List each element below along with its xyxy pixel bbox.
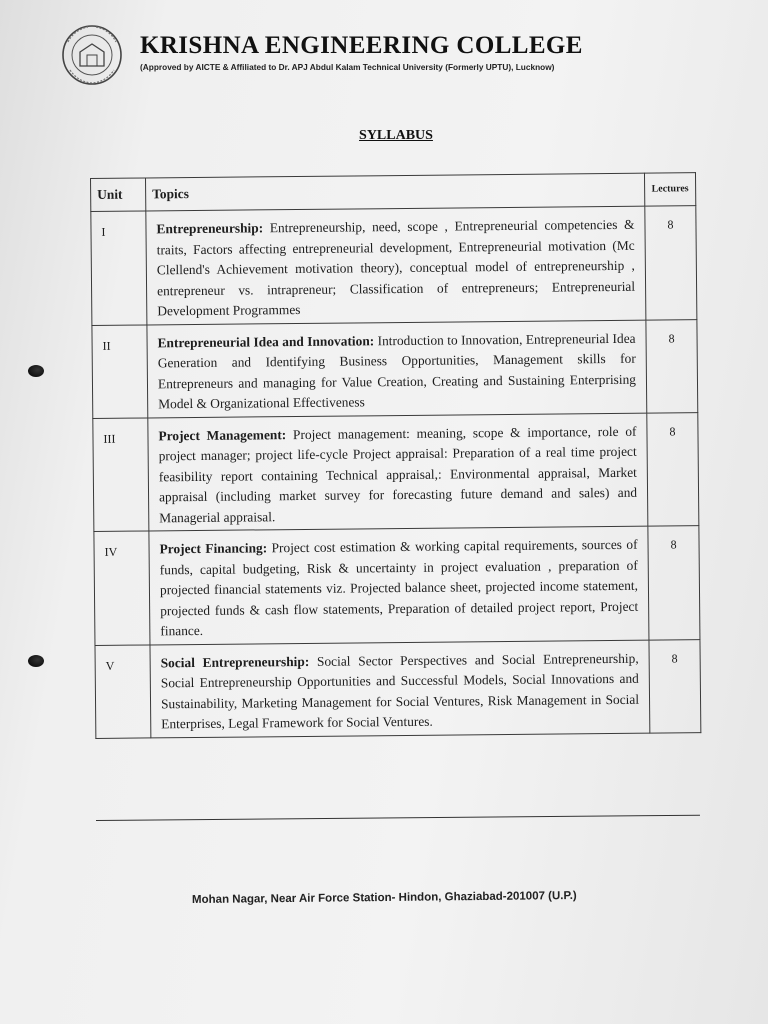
topic-text: Project cost estimation & working capital requirements, sources of funds, capital budgeting, Risk & uncertainty in project evaluation , preparation of projected financial statements viz. Projected balance sheet, projected income statement, projected funds & cash flow statements, Preparation of detailed project report, Project finance. bbox=[159, 536, 639, 639]
topic-cell bbox=[150, 640, 650, 738]
unit-number: I bbox=[91, 211, 147, 325]
lecture-count: 8 bbox=[649, 639, 701, 732]
topic-cell bbox=[148, 413, 648, 531]
topic-heading: Social Entrepreneurship: bbox=[160, 653, 318, 670]
table-row bbox=[93, 412, 699, 531]
topic-text: Entrepreneurship, need, scope , Entrepreneurial competencies & traits, Factors affecting entrepreneurial development, Entrepreneurial motivation (Mc Clellend's Achievement motivation theory), conceptual model of entrepreneurship , entrepreneur vs. intrapreneur; Classification of entrepreneurs; Entrepreneurial Development Programmes bbox=[156, 216, 636, 319]
lecture-count: 8 bbox=[648, 526, 700, 640]
topic-heading: Project Financing: bbox=[159, 540, 272, 557]
topic-text: Introduction to Innovation, Entrepreneurial Idea Generation and Identifying Business Opportunities, Management skills for Entrepreneurs and managing for Value Creation, Creating and Sustaining Enterprising Model & Organizational Effectiveness bbox=[157, 330, 637, 412]
header-lectures: Lectures bbox=[644, 173, 695, 206]
page-title: SYLLABUS bbox=[359, 128, 433, 143]
table-row bbox=[94, 526, 700, 645]
college-logo-seal bbox=[60, 22, 124, 88]
college-name: KRISHNA ENGINEERING COLLEGE bbox=[140, 32, 583, 59]
topic-cell bbox=[146, 206, 646, 324]
bottom-divider bbox=[96, 815, 700, 821]
unit-number: V bbox=[95, 644, 151, 738]
topic-text: Project management: meaning, scope & importance, role of project manager; project life-cycle Project appraisal: Preparation of a real time project feasibility report containing Technical appraisal,: Environmental appraisal, Market appraisal (including market survey for forecasting future demand and sales) and Managerial appraisal. bbox=[158, 423, 638, 525]
table-row bbox=[91, 206, 697, 325]
topic-cell bbox=[147, 320, 647, 418]
table-row bbox=[95, 639, 701, 738]
syllabus-table-container bbox=[90, 172, 701, 738]
punch-hole bbox=[28, 655, 44, 667]
lecture-count: 8 bbox=[647, 412, 699, 526]
unit-number: II bbox=[92, 324, 148, 418]
lecture-count: 8 bbox=[646, 319, 698, 412]
header-topics: Topics bbox=[146, 173, 645, 211]
footer-address: Mohan Nagar, Near Air Force Station- Hindon, Ghaziabad-201007 (U.P.) bbox=[191, 889, 577, 907]
topic-heading: Entrepreneurial Idea and Innovation: bbox=[157, 332, 378, 350]
punch-hole bbox=[28, 365, 44, 377]
approval-line: (Approved by AICTE & Affiliated to Dr. APJ Abdul Kalam Technical University (Formerly UPTU), Lucknow) bbox=[140, 62, 555, 72]
topic-heading: Entrepreneurship: bbox=[156, 220, 270, 237]
table-row bbox=[92, 319, 698, 418]
topic-heading: Project Management: bbox=[158, 426, 294, 443]
syllabus-table bbox=[90, 172, 701, 738]
topic-text: Social Sector Perspectives and Social Entrepreneurship, Social Entrepreneurship Opportunities and Successful Models, Social Innovations and Sustainability, Marketing Management for Social Ventures, Risk Management in Social Enterprises, Legal Framework for Social Ventures. bbox=[160, 650, 640, 732]
unit-number: IV bbox=[94, 531, 150, 645]
header-unit: Unit bbox=[91, 178, 146, 212]
lecture-count: 8 bbox=[645, 206, 697, 320]
unit-number: III bbox=[93, 417, 149, 531]
topic-cell bbox=[149, 526, 649, 644]
